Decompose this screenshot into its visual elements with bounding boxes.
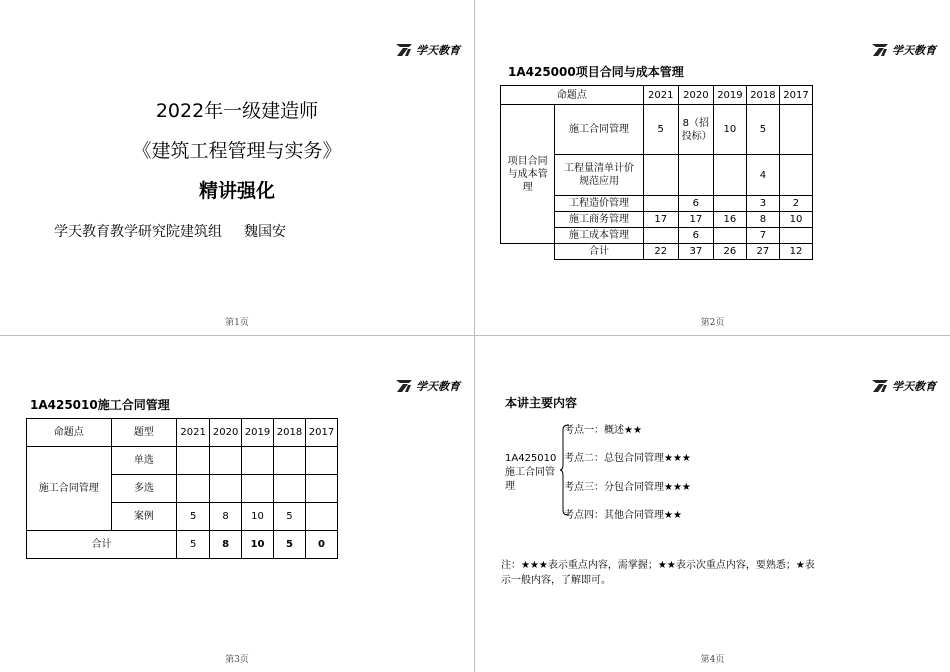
value-cell bbox=[242, 475, 274, 503]
section-title: 1A425000项目合同与成本管理 bbox=[508, 65, 684, 79]
curly-brace-icon bbox=[559, 424, 569, 516]
value-cell: 8 bbox=[746, 212, 779, 228]
header-cell: 2017 bbox=[779, 86, 812, 105]
topic-code: 1A425010施工合同管理 bbox=[505, 453, 557, 492]
total-cell: 10 bbox=[242, 531, 274, 559]
total-label-cell: 合计 bbox=[555, 244, 643, 260]
topic-cell: 施工成本管理 bbox=[555, 228, 643, 244]
value-cell bbox=[779, 105, 812, 155]
table-header-row bbox=[501, 86, 813, 105]
value-cell: 8 bbox=[210, 503, 242, 531]
brand-logo bbox=[872, 42, 936, 58]
header-cell: 2018 bbox=[746, 86, 779, 105]
value-cell bbox=[779, 155, 812, 196]
slide-3 bbox=[0, 336, 475, 672]
header-cell: 命题点 bbox=[27, 419, 112, 447]
page-number: 第2页 bbox=[700, 318, 725, 328]
course-year-title: 2022年一级建造师 bbox=[155, 100, 319, 122]
key-point-item: 考点一：概述★★ bbox=[564, 425, 642, 436]
header-cell: 2018 bbox=[274, 419, 306, 447]
value-cell bbox=[678, 155, 713, 196]
value-cell: 5 bbox=[643, 105, 678, 155]
value-cell: 4 bbox=[746, 155, 779, 196]
key-point-item: 考点二：总包合同管理★★★ bbox=[564, 453, 691, 464]
value-cell bbox=[713, 155, 746, 196]
value-cell bbox=[242, 447, 274, 475]
topic-cell: 工程造价管理 bbox=[555, 196, 643, 212]
value-cell: 17 bbox=[678, 212, 713, 228]
value-cell bbox=[274, 447, 306, 475]
table-total-row bbox=[501, 244, 813, 260]
course-title: 《建筑工程管理与实务》 bbox=[132, 140, 342, 162]
key-point-item: 考点四：其他合同管理★★ bbox=[564, 510, 682, 521]
table-total-row bbox=[27, 531, 338, 559]
value-cell bbox=[643, 155, 678, 196]
value-cell bbox=[643, 196, 678, 212]
total-cell: 12 bbox=[779, 244, 812, 260]
author-org: 学天教育教学研究院建筑组 bbox=[54, 224, 222, 240]
value-cell bbox=[177, 475, 210, 503]
page-number: 第4页 bbox=[700, 655, 725, 665]
slide-2 bbox=[475, 0, 950, 336]
brand-logo-icon bbox=[872, 44, 888, 56]
value-cell bbox=[210, 475, 242, 503]
topic-score-table bbox=[500, 85, 813, 260]
total-cell: 27 bbox=[746, 244, 779, 260]
value-cell bbox=[210, 447, 242, 475]
course-subtitle: 精讲强化 bbox=[198, 180, 275, 202]
header-cell: 2017 bbox=[305, 419, 337, 447]
question-type-table bbox=[26, 418, 338, 559]
brand-logo-icon bbox=[396, 380, 412, 392]
type-cell: 多选 bbox=[111, 475, 177, 503]
group-label-cell: 施工合同管理 bbox=[27, 447, 112, 531]
slide-4 bbox=[475, 336, 950, 672]
total-cell: 0 bbox=[305, 531, 337, 559]
value-cell bbox=[713, 196, 746, 212]
header-cell: 2020 bbox=[210, 419, 242, 447]
topic-cell: 施工合同管理 bbox=[555, 105, 643, 155]
brand-logo-text: 学天教育 bbox=[892, 44, 936, 57]
value-cell: 2 bbox=[779, 196, 812, 212]
table-row bbox=[27, 447, 338, 475]
total-cell: 22 bbox=[643, 244, 678, 260]
brand-logo-text: 学天教育 bbox=[416, 44, 460, 57]
total-cell: 5 bbox=[177, 531, 210, 559]
value-cell bbox=[713, 228, 746, 244]
brand-logo-icon bbox=[872, 380, 888, 392]
total-cell: 37 bbox=[678, 244, 713, 260]
value-cell bbox=[305, 475, 337, 503]
section-title: 本讲主要内容 bbox=[505, 396, 578, 410]
value-cell: 6 bbox=[678, 228, 713, 244]
brand-logo bbox=[396, 378, 460, 394]
type-cell: 单选 bbox=[111, 447, 177, 475]
table-header-row bbox=[27, 419, 338, 447]
total-cell: 26 bbox=[713, 244, 746, 260]
header-cell: 2020 bbox=[678, 86, 713, 105]
header-cell: 2021 bbox=[177, 419, 210, 447]
value-cell bbox=[779, 228, 812, 244]
value-cell: 5 bbox=[746, 105, 779, 155]
value-cell: 10 bbox=[242, 503, 274, 531]
slide-1 bbox=[0, 0, 475, 336]
page-number: 第1页 bbox=[225, 318, 249, 328]
value-cell: 5 bbox=[274, 503, 306, 531]
type-cell: 案例 bbox=[111, 503, 177, 531]
header-cell: 2019 bbox=[713, 86, 746, 105]
value-cell: 8（招投标） bbox=[678, 105, 713, 155]
legend-note: 注：★★★表示重点内容，需掌握；★★表示次重点内容，要熟悉；★表示一般内容，了解即可。 bbox=[501, 560, 815, 586]
header-cell: 2019 bbox=[242, 419, 274, 447]
value-cell: 6 bbox=[678, 196, 713, 212]
header-cell: 命题点 bbox=[501, 86, 644, 105]
total-cell: 5 bbox=[274, 531, 306, 559]
value-cell: 16 bbox=[713, 212, 746, 228]
value-cell bbox=[643, 228, 678, 244]
total-label-cell: 合计 bbox=[27, 531, 177, 559]
page-number: 第3页 bbox=[225, 655, 249, 665]
brand-logo-text: 学天教育 bbox=[892, 380, 936, 393]
total-cell: 8 bbox=[210, 531, 242, 559]
topic-cell: 施工商务管理 bbox=[555, 212, 643, 228]
key-point-item: 考点三：分包合同管理★★★ bbox=[564, 482, 691, 493]
brand-logo-text: 学天教育 bbox=[416, 380, 460, 393]
value-cell: 10 bbox=[779, 212, 812, 228]
value-cell: 7 bbox=[746, 228, 779, 244]
value-cell: 5 bbox=[177, 503, 210, 531]
value-cell bbox=[274, 475, 306, 503]
topic-cell: 工程量清单计价规范应用 bbox=[555, 155, 643, 196]
table-row bbox=[501, 105, 813, 155]
value-cell: 17 bbox=[643, 212, 678, 228]
header-cell: 题型 bbox=[111, 419, 177, 447]
value-cell bbox=[305, 447, 337, 475]
section-title: 1A425010施工合同管理 bbox=[30, 398, 170, 412]
brand-logo bbox=[872, 378, 936, 394]
value-cell: 10 bbox=[713, 105, 746, 155]
value-cell bbox=[305, 503, 337, 531]
group-label-cell: 项目合同与成本管理 bbox=[501, 105, 555, 244]
value-cell: 3 bbox=[746, 196, 779, 212]
brand-logo bbox=[396, 42, 460, 58]
value-cell bbox=[177, 447, 210, 475]
author-name: 魏国安 bbox=[244, 224, 286, 240]
brand-logo-icon bbox=[396, 44, 412, 56]
author-line bbox=[54, 221, 286, 241]
header-cell: 2021 bbox=[643, 86, 678, 105]
